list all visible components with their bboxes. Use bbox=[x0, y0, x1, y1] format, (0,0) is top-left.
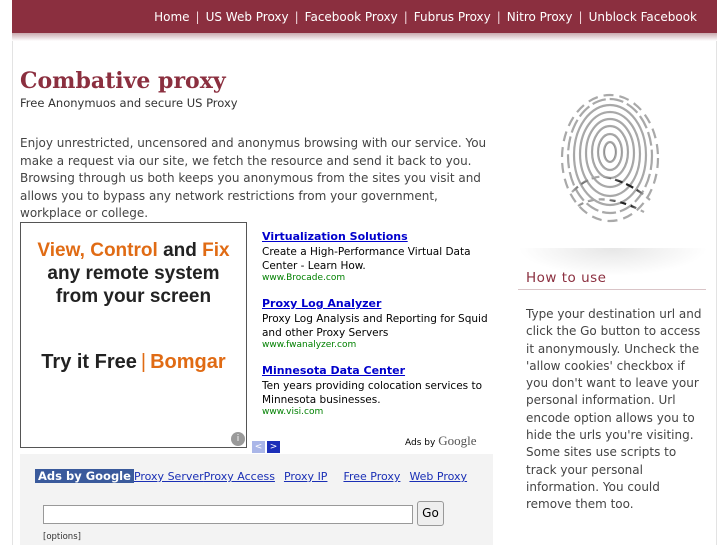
chevron-left-icon[interactable]: < bbox=[252, 441, 265, 453]
text-ads bbox=[262, 230, 492, 431]
ad-link-bar bbox=[35, 469, 476, 483]
nav-separator: | bbox=[195, 10, 200, 24]
page-subtitle: Free Anonymuos and secure US Proxy bbox=[20, 96, 238, 110]
nav-facebook-proxy[interactable]: Facebook Proxy bbox=[304, 10, 398, 24]
google-logo: Google bbox=[438, 433, 477, 448]
how-to-use-heading: How to use bbox=[526, 270, 607, 286]
banner-line-3: from your screen bbox=[55, 286, 212, 307]
page-title: Combative proxy bbox=[20, 68, 226, 94]
topbar-shadow bbox=[12, 33, 717, 41]
intro-text: Enjoy unrestricted, uncensored and anonymus browsing with our service. You make a request via our site, we fetch the resource and send it back to you. Browsing through us both keeps you anonymous from the sites you visit and allows you to bypass any network restrictions from your government, workplace or college. bbox=[20, 136, 487, 220]
go-button[interactable]: Go bbox=[417, 501, 444, 526]
ad-url[interactable]: www.fwanalyzer.com bbox=[262, 340, 357, 350]
nav-menu bbox=[154, 10, 697, 24]
search-panel bbox=[20, 454, 493, 545]
bomgar-banner-ad[interactable] bbox=[20, 222, 247, 448]
options-link[interactable]: [options] bbox=[43, 532, 81, 542]
ad-link-free-proxy[interactable]: Free Proxy bbox=[343, 470, 401, 483]
ad-description: Create a High-Performance Virtual Data Center - Learn How. bbox=[262, 246, 471, 272]
ad-link-proxy-server[interactable]: Proxy Server bbox=[133, 470, 204, 483]
nav-us-web-proxy[interactable]: US Web Proxy bbox=[205, 10, 289, 24]
banner-word-and: and bbox=[163, 240, 197, 261]
banner-line-2: any remote system bbox=[47, 263, 220, 284]
url-input[interactable] bbox=[43, 505, 413, 524]
ads-by-google[interactable] bbox=[405, 433, 476, 449]
how-to-use-text: Type your destination url and click the Go button to access it anonymously. Uncheck the 'allow cookies' checkbox if you don't want to leave your personal information. Url encode option allows you to hide the urls you're visiting. Some sites use scripts to track your personal information. You could remove them too. bbox=[526, 307, 702, 512]
ad-link-proxy-ip[interactable]: Proxy IP bbox=[283, 470, 328, 483]
top-navigation-bar bbox=[12, 0, 717, 33]
banner-word-view-control: View, Control bbox=[37, 240, 158, 261]
divider bbox=[518, 289, 706, 290]
chevron-right-icon[interactable]: > bbox=[267, 441, 280, 453]
nav-separator: | bbox=[496, 10, 501, 24]
ad-url[interactable]: www.visi.com bbox=[262, 407, 324, 417]
ads-by-google-label[interactable]: Ads by Google bbox=[35, 469, 134, 483]
banner-try-free: Try it Free bbox=[41, 351, 137, 373]
ad-link-proxy-access[interactable]: Proxy Access bbox=[203, 470, 275, 483]
ad-url[interactable]: www.Brocade.com bbox=[262, 273, 346, 283]
banner-divider: | bbox=[140, 351, 147, 373]
ad-info-icon[interactable]: i bbox=[231, 432, 245, 446]
ad-title-link[interactable]: Proxy Log Analyzer bbox=[262, 297, 382, 310]
ad-title-link[interactable]: Virtualization Solutions bbox=[262, 230, 408, 243]
ad-description: Proxy Log Analysis and Reporting for Squid and other Proxy Servers bbox=[262, 313, 488, 339]
banner-brand: Bomgar bbox=[150, 351, 226, 373]
banner-headline bbox=[21, 239, 246, 308]
ad-title-link[interactable]: Minnesota Data Center bbox=[262, 364, 406, 377]
nav-separator: | bbox=[578, 10, 583, 24]
nav-separator: | bbox=[403, 10, 408, 24]
banner-cta bbox=[21, 351, 246, 374]
ads-by-label: Ads by bbox=[405, 438, 436, 448]
nav-separator: | bbox=[294, 10, 299, 24]
nav-fubrus-proxy[interactable]: Fubrus Proxy bbox=[413, 10, 491, 24]
ad-nav-arrows bbox=[252, 434, 282, 453]
nav-nitro-proxy[interactable]: Nitro Proxy bbox=[506, 10, 573, 24]
banner-word-fix: Fix bbox=[202, 240, 230, 261]
fingerprint-icon bbox=[552, 82, 672, 232]
nav-home[interactable]: Home bbox=[154, 10, 190, 24]
ad-description: Ten years providing colocation services to Minnesota businesses. bbox=[262, 380, 483, 406]
text-ad bbox=[262, 364, 492, 417]
nav-unblock-facebook[interactable]: Unblock Facebook bbox=[588, 10, 697, 24]
text-ad bbox=[262, 230, 492, 283]
ad-link-web-proxy[interactable]: Web Proxy bbox=[409, 470, 468, 483]
text-ad bbox=[262, 297, 492, 350]
